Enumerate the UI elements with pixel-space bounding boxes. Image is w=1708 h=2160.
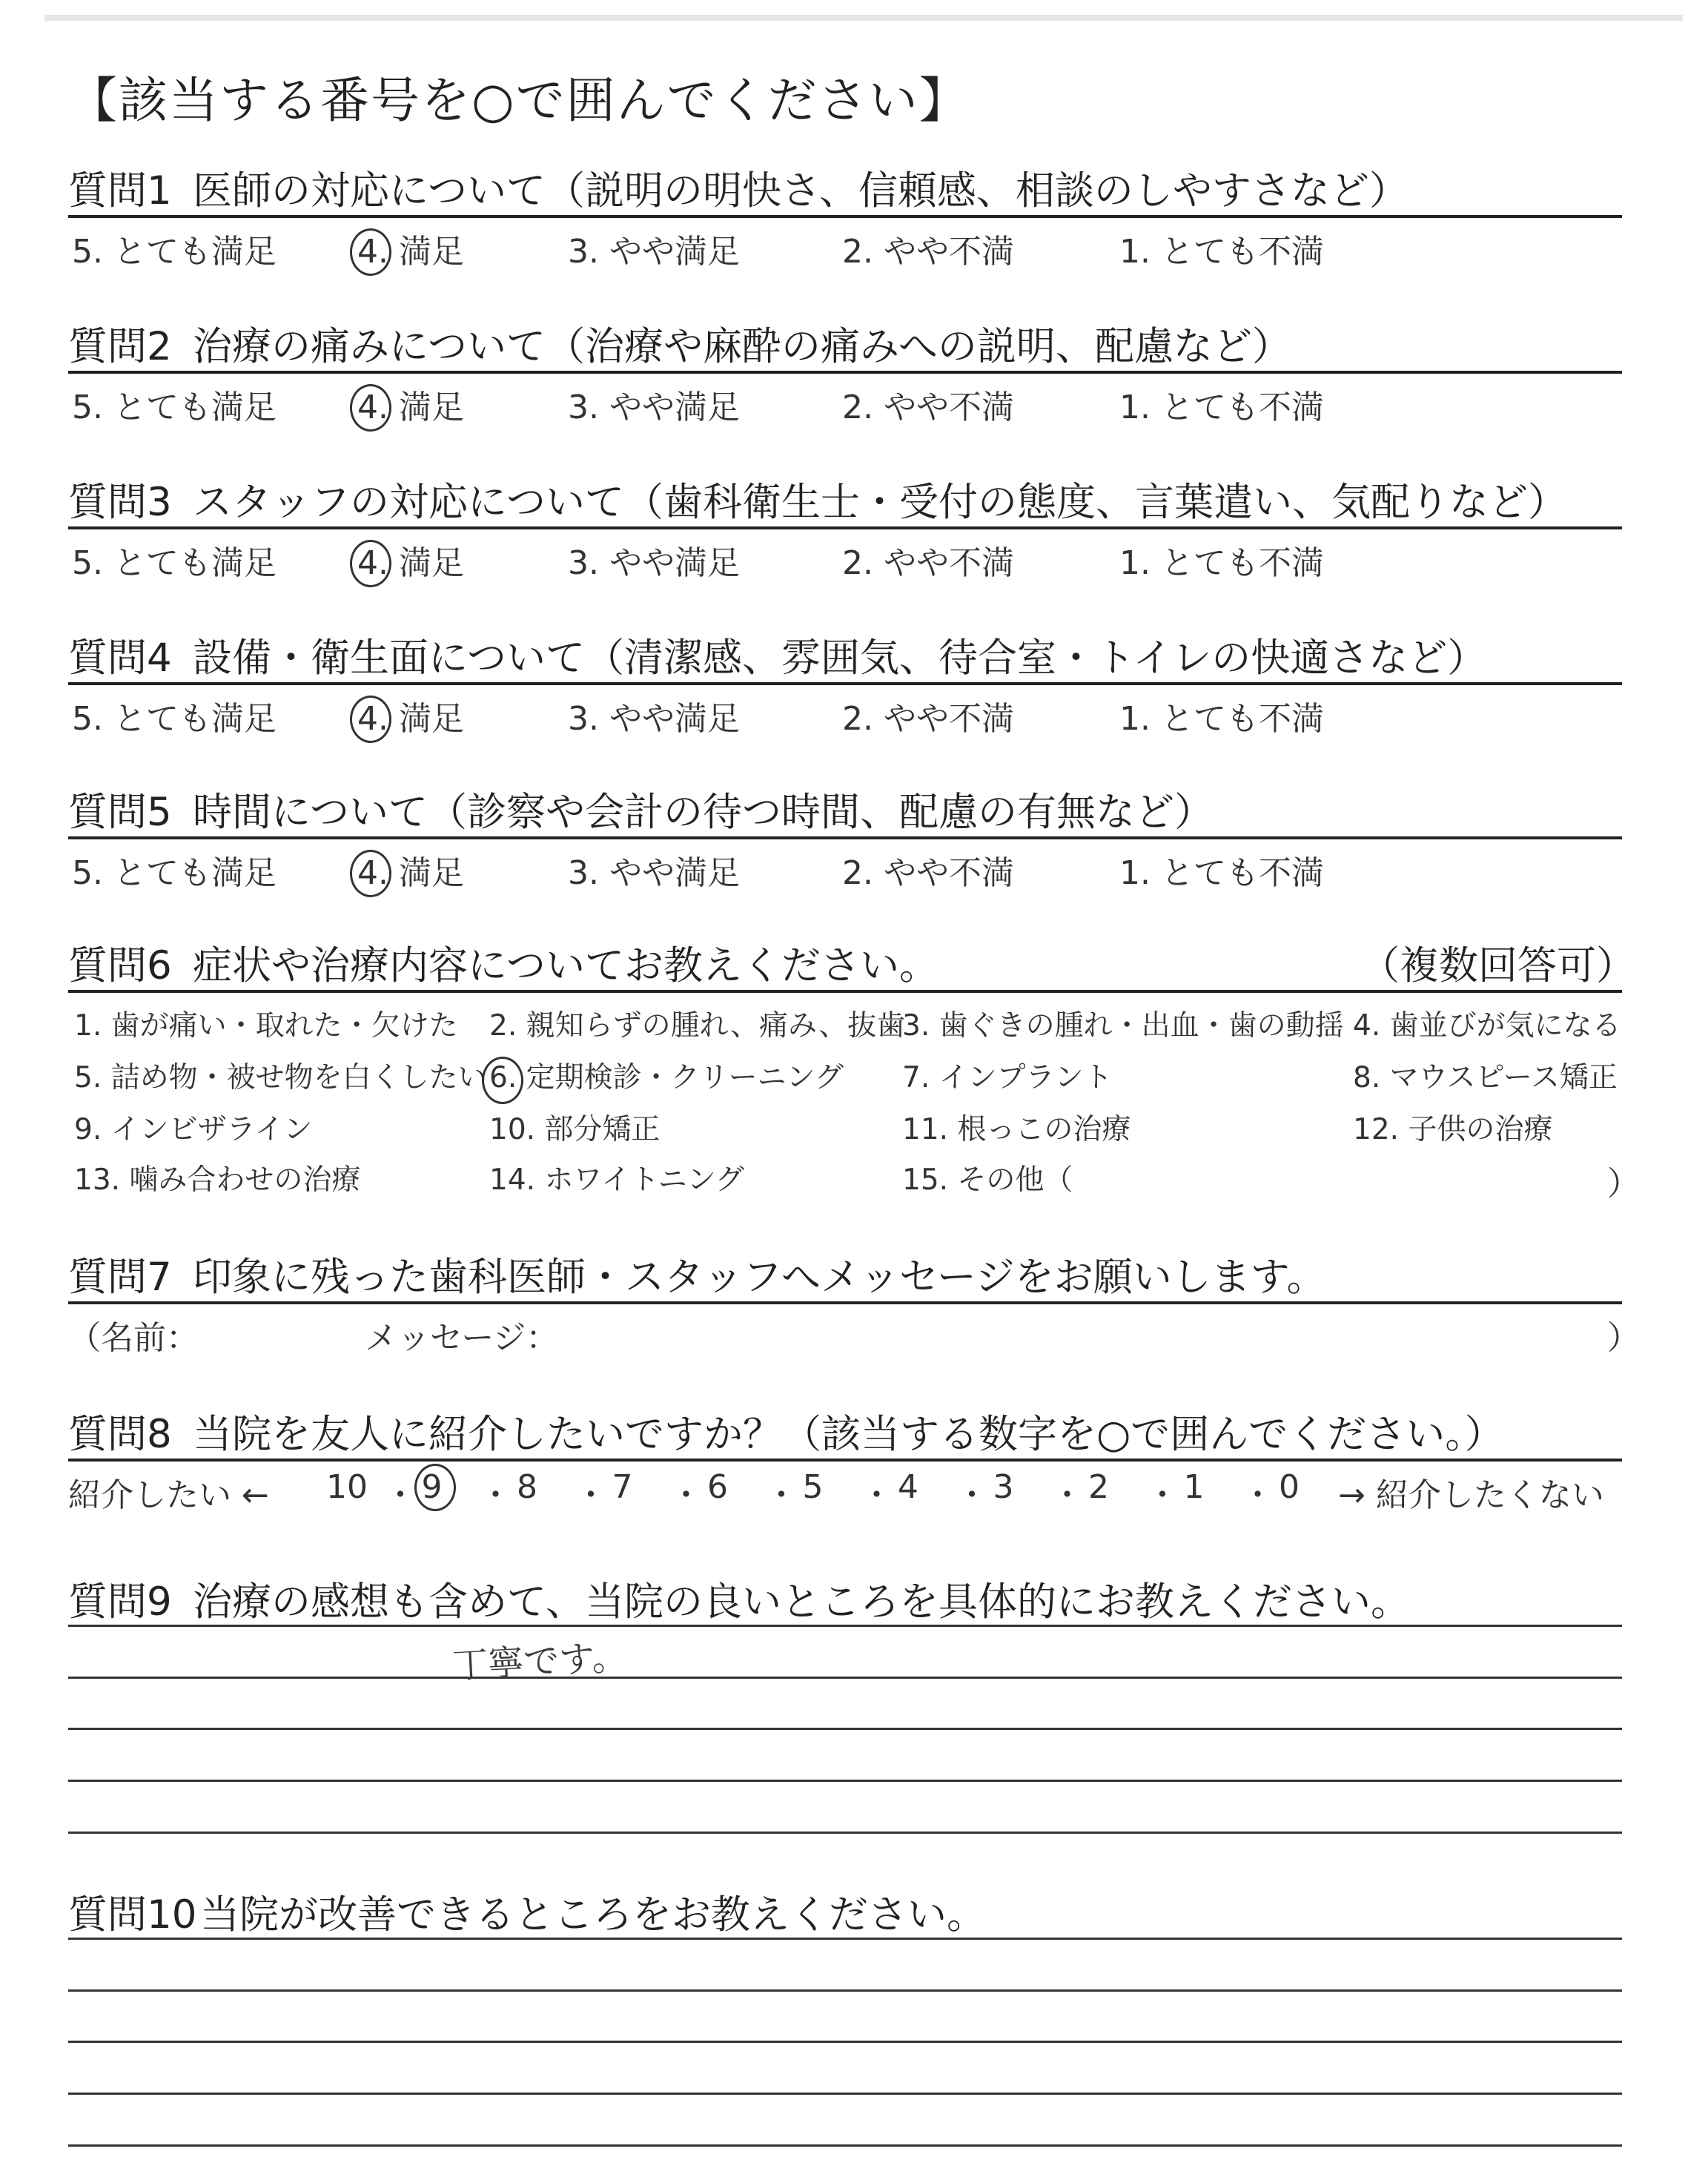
scale-separator: ・ [956,1476,988,1514]
scale-number: 2 [1088,1468,1109,1506]
scale-value-6[interactable] [707,1468,728,1506]
question-6 [0,934,1708,1216]
question-rule [68,1459,1622,1462]
message-close-paren: ） [1607,1319,1640,1357]
scale-separator: ・ [765,1476,798,1514]
question-9 [0,1571,1708,1852]
symptom-option-7[interactable] [902,1054,1113,1096]
scale-value-2[interactable] [1088,1468,1109,1506]
rating-option-2[interactable] [842,225,1014,272]
option-label: 満足 [388,544,464,582]
option-label: 部分矯正 [535,1113,661,1146]
option-number: 3. [902,1009,930,1043]
scale-number: 9 [421,1468,443,1506]
scale-separator: ・ [860,1476,893,1514]
option-label: やや満足 [598,389,740,426]
question-text: 当院が改善できるところをお教えください。 [200,1892,986,1938]
symptom-option-8[interactable] [1353,1054,1618,1096]
answer-line-3 [68,2041,1622,2043]
recommend-left-label: 紹介したい ← [68,1476,269,1514]
scale-separator: ・ [479,1476,512,1514]
symptom-option-6-selected[interactable] [489,1054,844,1096]
question-text: 印象に残った歯科医師・スタッフへメッセージをお願いします。 [193,1255,1326,1300]
multiple-answer-note: （複数回答可） [1360,943,1635,988]
question-text: 症状や治療内容についてお教えください。 [193,943,939,988]
question-number: 質問1 [68,168,172,214]
rating-option-4-selected[interactable] [357,225,464,272]
option-number: 2. [842,389,873,426]
symptom-option-2[interactable] [489,1003,905,1044]
rating-option-3[interactable] [568,536,740,584]
question-text: スタッフの対応について（歯科衛生士・受付の態度、言葉遣い、気配りなど） [193,480,1567,525]
scale-value-10[interactable] [326,1468,368,1506]
symptom-option-9[interactable] [74,1106,312,1148]
option-label: 歯並びが気になる [1380,1009,1621,1043]
rating-option-4-selected[interactable] [357,380,464,428]
answer-line-3 [68,1728,1622,1730]
option-number: 1. [1119,544,1151,582]
question-title [68,315,1291,371]
rating-option-4-selected[interactable] [357,692,464,739]
option-label: 詰め物・被せ物を白くしたい [102,1061,487,1094]
scale-number: 5 [802,1468,824,1506]
option-number: 2. [842,700,873,738]
option-number: 3. [568,544,599,582]
question-5 [0,781,1708,922]
answer-line-2 [68,1989,1622,1992]
handwritten-answer[interactable]: 丁寧です。 [451,1636,629,1688]
answer-line-1 [68,1938,1622,1940]
rating-option-3[interactable] [568,380,740,428]
option-label: ホワイトニング [535,1163,744,1197]
scale-number: 1 [1183,1468,1205,1506]
rating-option-1[interactable] [1119,536,1324,584]
option-number: 5. [72,854,103,892]
scale-value-8[interactable] [517,1468,537,1506]
rating-option-1[interactable] [1119,846,1324,894]
option-label: 満足 [388,854,464,892]
option-label: とても不満 [1150,854,1324,892]
option-label: とても不満 [1150,700,1324,738]
question-number: 質問6 [68,943,172,988]
option-number: 5. [72,389,103,426]
option-label: 根っこの治療 [948,1113,1131,1146]
scale-separator: ・ [1241,1476,1274,1514]
option-label: マウスピース矯正 [1380,1061,1618,1094]
option-number: 5. [74,1061,102,1094]
option-number: 14. [489,1163,536,1197]
option-label: やや不満 [873,389,1014,426]
scale-separator: ・ [1050,1476,1084,1514]
question-rule [68,836,1622,839]
scale-separator: ・ [575,1476,607,1514]
question-8 [0,1403,1708,1522]
question-rule [68,371,1622,374]
option-label: 満足 [388,233,464,271]
option-number: 1. [1119,389,1151,426]
option-number: 3. [568,854,599,892]
scale-value-4[interactable] [898,1468,918,1506]
other-close-paren: ） [1607,1165,1640,1203]
option-label: とても不満 [1150,544,1324,582]
rating-option-4-selected[interactable] [357,846,464,894]
symptom-option-13[interactable] [74,1157,360,1198]
scan-top-edge [44,15,1683,21]
option-number: 4. [357,389,388,426]
option-number: 2. [842,544,873,582]
option-number: 1. [74,1009,102,1043]
option-number: 5. [72,700,103,738]
question-title [68,471,1567,527]
question-number: 質問4 [68,635,172,681]
rating-option-1[interactable] [1119,380,1324,428]
option-label: やや満足 [598,700,740,738]
option-label: 満足 [388,389,464,426]
scale-value-5[interactable] [803,1468,824,1506]
rating-option-2[interactable] [842,692,1014,739]
option-number: 6. [489,1061,517,1094]
answer-line-4 [68,1780,1622,1782]
scale-value-1[interactable] [1184,1468,1205,1506]
option-label: 定期検診・クリーニング [517,1061,844,1094]
option-number: 5. [72,233,103,271]
question-4 [0,627,1708,767]
scale-separator: ・ [1146,1476,1179,1514]
question-rule [68,1301,1622,1304]
option-label: 親知らずの腫れ、痛み、抜歯 [517,1009,906,1043]
option-label: やや不満 [873,233,1014,271]
scale-number: 10 [326,1468,368,1506]
scale-separator: ・ [669,1476,703,1514]
rating-option-5[interactable] [72,380,277,428]
option-label: 歯が痛い・取れた・欠けた [102,1009,458,1043]
option-label: とても満足 [102,854,277,892]
scale-value-7[interactable] [612,1468,633,1506]
symptom-option-12[interactable] [1353,1106,1552,1148]
option-number: 2. [842,854,873,892]
rating-option-5[interactable] [72,225,277,272]
option-label: 噛み合わせの治療 [120,1163,361,1197]
option-number: 3. [568,700,599,738]
question-2 [0,315,1708,456]
message-field-label[interactable]: メッセージ： [365,1319,559,1357]
answer-line-5 [68,1832,1622,1834]
rating-option-1[interactable] [1119,692,1324,739]
question-rule [68,682,1622,685]
scale-number: 8 [517,1468,537,1506]
question-number: 質問8 [68,1412,172,1457]
option-label: やや不満 [873,544,1014,582]
scale-number: 6 [707,1468,728,1506]
option-number: 4. [357,700,388,738]
option-label: とても満足 [102,700,277,738]
scale-number: 0 [1279,1468,1300,1506]
option-number: 2. [842,233,873,271]
question-title [68,627,1486,683]
option-number: 1. [1119,854,1151,892]
question-rule [68,526,1622,529]
question-text: 設備・衛生面について（清潔感、雰囲気、待合室・トイレの快適さなど） [193,635,1487,681]
scale-value-3[interactable] [993,1468,1014,1506]
question-10 [0,1883,1708,2158]
question-rule [68,990,1622,993]
option-label: とても満足 [102,544,277,582]
option-number: 2. [489,1009,517,1043]
option-number: 3. [568,233,599,271]
rating-option-5[interactable] [72,692,277,739]
question-text: 治療の感想も含めて、当院の良いところを具体的にお教えください。 [193,1579,1410,1625]
option-label: やや満足 [598,854,740,892]
rating-option-5[interactable] [72,536,277,584]
question-text: 治療の痛みについて（治療や麻酔の痛みへの説明、配慮など） [193,324,1291,369]
question-rule [68,215,1622,218]
question-text: 当院を友人に紹介したいですか？（該当する数字を○で囲んでください。） [193,1412,1504,1457]
page-heading: 【該当する番号を○で囲んでください】 [68,72,970,129]
rating-option-3[interactable] [568,225,740,272]
question-number: 質問10 [68,1892,197,1938]
question-number: 質問2 [68,324,172,369]
symptom-option-15[interactable] [902,1157,1073,1198]
option-label: やや満足 [598,544,740,582]
question-title [68,1246,1326,1302]
question-title [68,159,1409,216]
option-label: インプラント [930,1061,1113,1094]
question-3 [0,471,1708,612]
question-number: 質問3 [68,480,172,525]
rating-option-3[interactable] [568,692,740,739]
option-number: 10. [489,1113,536,1146]
answer-line-1 [68,1625,1622,1627]
symptom-option-5[interactable] [74,1054,487,1096]
question-7 [0,1246,1708,1364]
option-label: やや不満 [873,854,1014,892]
question-text: 医師の対応について（説明の明快さ、信頼感、相談のしやすさなど） [193,168,1409,214]
symptom-option-10[interactable] [489,1106,660,1148]
name-field-label[interactable]: （名前： [68,1319,199,1357]
scale-separator: ・ [384,1476,417,1514]
question-title [68,1883,986,1940]
option-label: その他（ [948,1163,1073,1197]
answer-line-2 [68,1677,1622,1679]
question-title [68,1571,1410,1627]
question-number: 質問9 [68,1579,172,1625]
option-number: 9. [74,1113,102,1146]
rating-option-3[interactable] [568,846,740,894]
option-number: 5. [72,544,103,582]
rating-option-5[interactable] [72,846,277,894]
option-label: とても満足 [102,233,277,271]
scale-value-0[interactable] [1279,1468,1300,1506]
symptom-option-11[interactable] [902,1106,1131,1148]
option-number: 4. [1353,1009,1381,1043]
option-label: 満足 [388,700,464,738]
option-number: 7. [902,1061,930,1094]
option-number: 11. [902,1113,949,1146]
question-title [68,781,1214,837]
scale-value-9-selected[interactable] [422,1468,443,1506]
symptom-option-1[interactable] [74,1003,458,1044]
option-number: 12. [1353,1113,1400,1146]
option-number: 1. [1119,233,1151,271]
option-number: 4. [357,854,388,892]
question-title [68,1403,1504,1459]
option-number: 8. [1353,1061,1381,1094]
option-label: とても不満 [1150,233,1324,271]
answer-line-5 [68,2144,1622,2147]
option-label: インビザライン [102,1113,313,1146]
option-label: とても満足 [102,389,277,426]
option-number: 4. [357,233,388,271]
option-number: 1. [1119,700,1151,738]
option-label: 子供の治療 [1399,1113,1553,1146]
symptom-option-14[interactable] [489,1157,744,1198]
scale-number: 7 [612,1468,633,1506]
symptom-option-3[interactable] [902,1003,1344,1044]
answer-line-4 [68,2093,1622,2095]
option-number: 3. [568,389,599,426]
recommend-right-label: → 紹介したくない [1338,1476,1604,1514]
option-number: 13. [74,1163,121,1197]
option-label: とても不満 [1150,389,1324,426]
rating-option-2[interactable] [842,846,1014,894]
question-number: 質問7 [68,1255,172,1300]
question-1 [0,159,1708,300]
option-label: やや満足 [598,233,740,271]
option-label: やや不満 [873,700,1014,738]
rating-option-4-selected[interactable] [357,536,464,584]
rating-option-2[interactable] [842,380,1014,428]
option-number: 15. [902,1163,949,1197]
rating-option-2[interactable] [842,536,1014,584]
question-title [68,934,939,991]
option-label: 歯ぐきの腫れ・出血・歯の動揺 [930,1009,1344,1043]
scale-number: 3 [993,1468,1014,1506]
question-text: 時間について（診察や会計の待つ時間、配慮の有無など） [193,790,1214,835]
question-number: 質問5 [68,790,172,835]
scale-number: 4 [898,1468,918,1506]
option-number: 4. [357,544,388,582]
symptom-option-4[interactable] [1353,1003,1621,1044]
rating-option-1[interactable] [1119,225,1324,272]
